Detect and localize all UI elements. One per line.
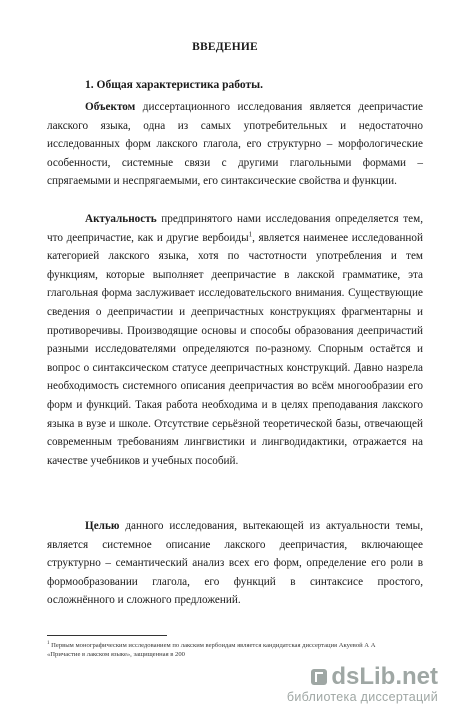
section-heading: 1. Общая характеристика работы.: [85, 79, 263, 91]
paragraph-text: , является наименее исследованной категорией лакского языка, хотя по частотности употребления и тем функциям, которые выполняет деепричастие в лакской грамматике, эта глагольная форма заслуживает исследовательского внимания. Существующие сведения о деепричастии и деепричастных конструкциях фрагментарны и противоречивы. Производящие основы и способы образования деепричастий разными исследователями определяются по-разному. Спорным остаётся и вопрос о синтаксическом статусе деепричастных конструкций. Давно назрела необходимость системного описания деепричастия во всём многообразии его форм и функций. Такая работа необходима и в целях преподавания лакского языка в вузе и школе. Отсутствие серьёзной теоретической базы, отвечающей современным требованиям лингвистики и лингводидактики, отражается на качестве учебников и учебных пособий.: [47, 231, 423, 467]
watermark-logo-text: dsLib.net: [331, 663, 438, 690]
paragraph-text: предпринятого нами исследования определяется тем, что деепричастие, как и другие вербоиды: [47, 213, 423, 244]
paragraph-object: [47, 98, 423, 191]
footnote-text: Первым монографическим исследованием по лакским вербоидам является кандидатская диссертация Акуевой А А «Причастие в лакском языке», защищенная в 200: [47, 642, 376, 658]
watermark-logo: [287, 664, 438, 690]
library-logo-icon: [311, 669, 327, 685]
paragraph-text: данного исследования, вытекающей из актуальности темы, является системное описание лакского деепричастия, включающее структурно – семантический анализ всех его форм, определение его роли в формообразовании глагола, его функций в синтаксисе простого, осложнённого и сложного предложений.: [47, 520, 423, 607]
paragraph-lead: Целью: [85, 520, 120, 532]
footnote-reference[interactable]: 1: [248, 229, 253, 238]
footnote-mark: 1: [47, 640, 50, 646]
footnote: [47, 641, 377, 659]
watermark: [287, 664, 438, 704]
paragraph-text: диссертационного исследования является деепричастие лакского языка, одна из самых употребительных и недостаточно исследованных форм лакского глагола, его структурно – морфологические особенности, системные связи с другими глагольными формами – спрягаемыми и неспрягаемыми, его синтаксические свойства и функции.: [47, 101, 423, 188]
watermark-subtitle: библиотека диссертаций: [286, 690, 438, 704]
page-title: ВВЕДЕНИЕ: [192, 41, 258, 53]
paragraph-lead: Актуальность: [85, 213, 157, 225]
paragraph-goal: [47, 517, 423, 610]
paragraph-relevance: [47, 210, 423, 470]
footnote-divider: [47, 635, 167, 636]
paragraph-lead: Объектом: [85, 101, 136, 113]
